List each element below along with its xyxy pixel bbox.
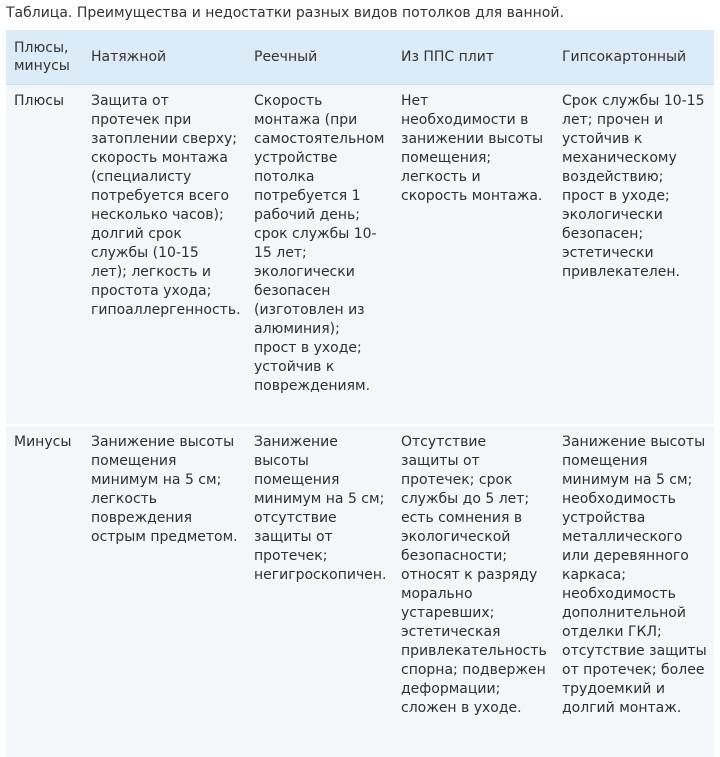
row-label-cons: Минусы — [6, 425, 81, 757]
cell-cons-stretch: Занижение высоты помещения минимум на 5 см; легкость повреждения острым предметом. — [81, 425, 244, 757]
cell-cons-pps: Отсутствие защиты от протечек; срок службы до 5 лет; есть сомнения в экологической безопасности; относят к разряду морально устаревших; эстетическая привлекательность спорна; подвержен деформации; сложен в уходе. — [391, 425, 552, 757]
table-row-cons — [6, 425, 714, 757]
comparison-table — [6, 30, 714, 757]
cell-cons-rack: Занижение высоты помещения минимум на 5 см; отсутствие защиты от протечек; негигроскопичен. — [244, 425, 391, 757]
header-stretch-ceiling: Натяжной — [81, 30, 244, 85]
header-pros-cons: Плюсы, минусы — [6, 30, 81, 85]
cell-pros-rack: Скорость монтажа (при самостоятельном устройстве потолка потребуется 1 рабочий день; срок службы 10-15 лет; экологически безопасен (изготовлен из алюминия); прост в уходе; устойчив к повреждениям. — [244, 85, 391, 426]
cell-pros-stretch: Защита от протечек при затоплении сверху; скорость монтажа (специалисту потребуется всего несколько часов); долгий срок службы (10-15 лет); легкость и простота ухода; гипоаллергенность. — [81, 85, 244, 426]
table-row-pros — [6, 85, 714, 426]
cell-cons-drywall: Занижение высоты помещения минимум на 5 см; необходимость устройства металлического или деревянного каркаса; необходимость дополнительной отделки ГКЛ; отсутствие защиты от протечек; более трудоемкий и долгий монтаж. — [552, 425, 714, 757]
header-pps-tile-ceiling: Из ППС плит — [391, 30, 552, 85]
table-caption: Таблица. Преимущества и недостатки разных видов потолков для ванной. — [6, 5, 564, 21]
cell-pros-drywall: Срок службы 10-15 лет; прочен и устойчив к механическому воздействию; прост в уходе; экологически безопасен; эстетически привлекателен. — [552, 85, 714, 426]
header-drywall-ceiling: Гипсокартонный — [552, 30, 714, 85]
row-label-pros: Плюсы — [6, 85, 81, 426]
cell-pros-pps: Нет необходимости в занижении высоты помещения; легкость и скорость монтажа. — [391, 85, 552, 426]
table-header-row — [6, 30, 714, 85]
header-rack-ceiling: Реечный — [244, 30, 391, 85]
